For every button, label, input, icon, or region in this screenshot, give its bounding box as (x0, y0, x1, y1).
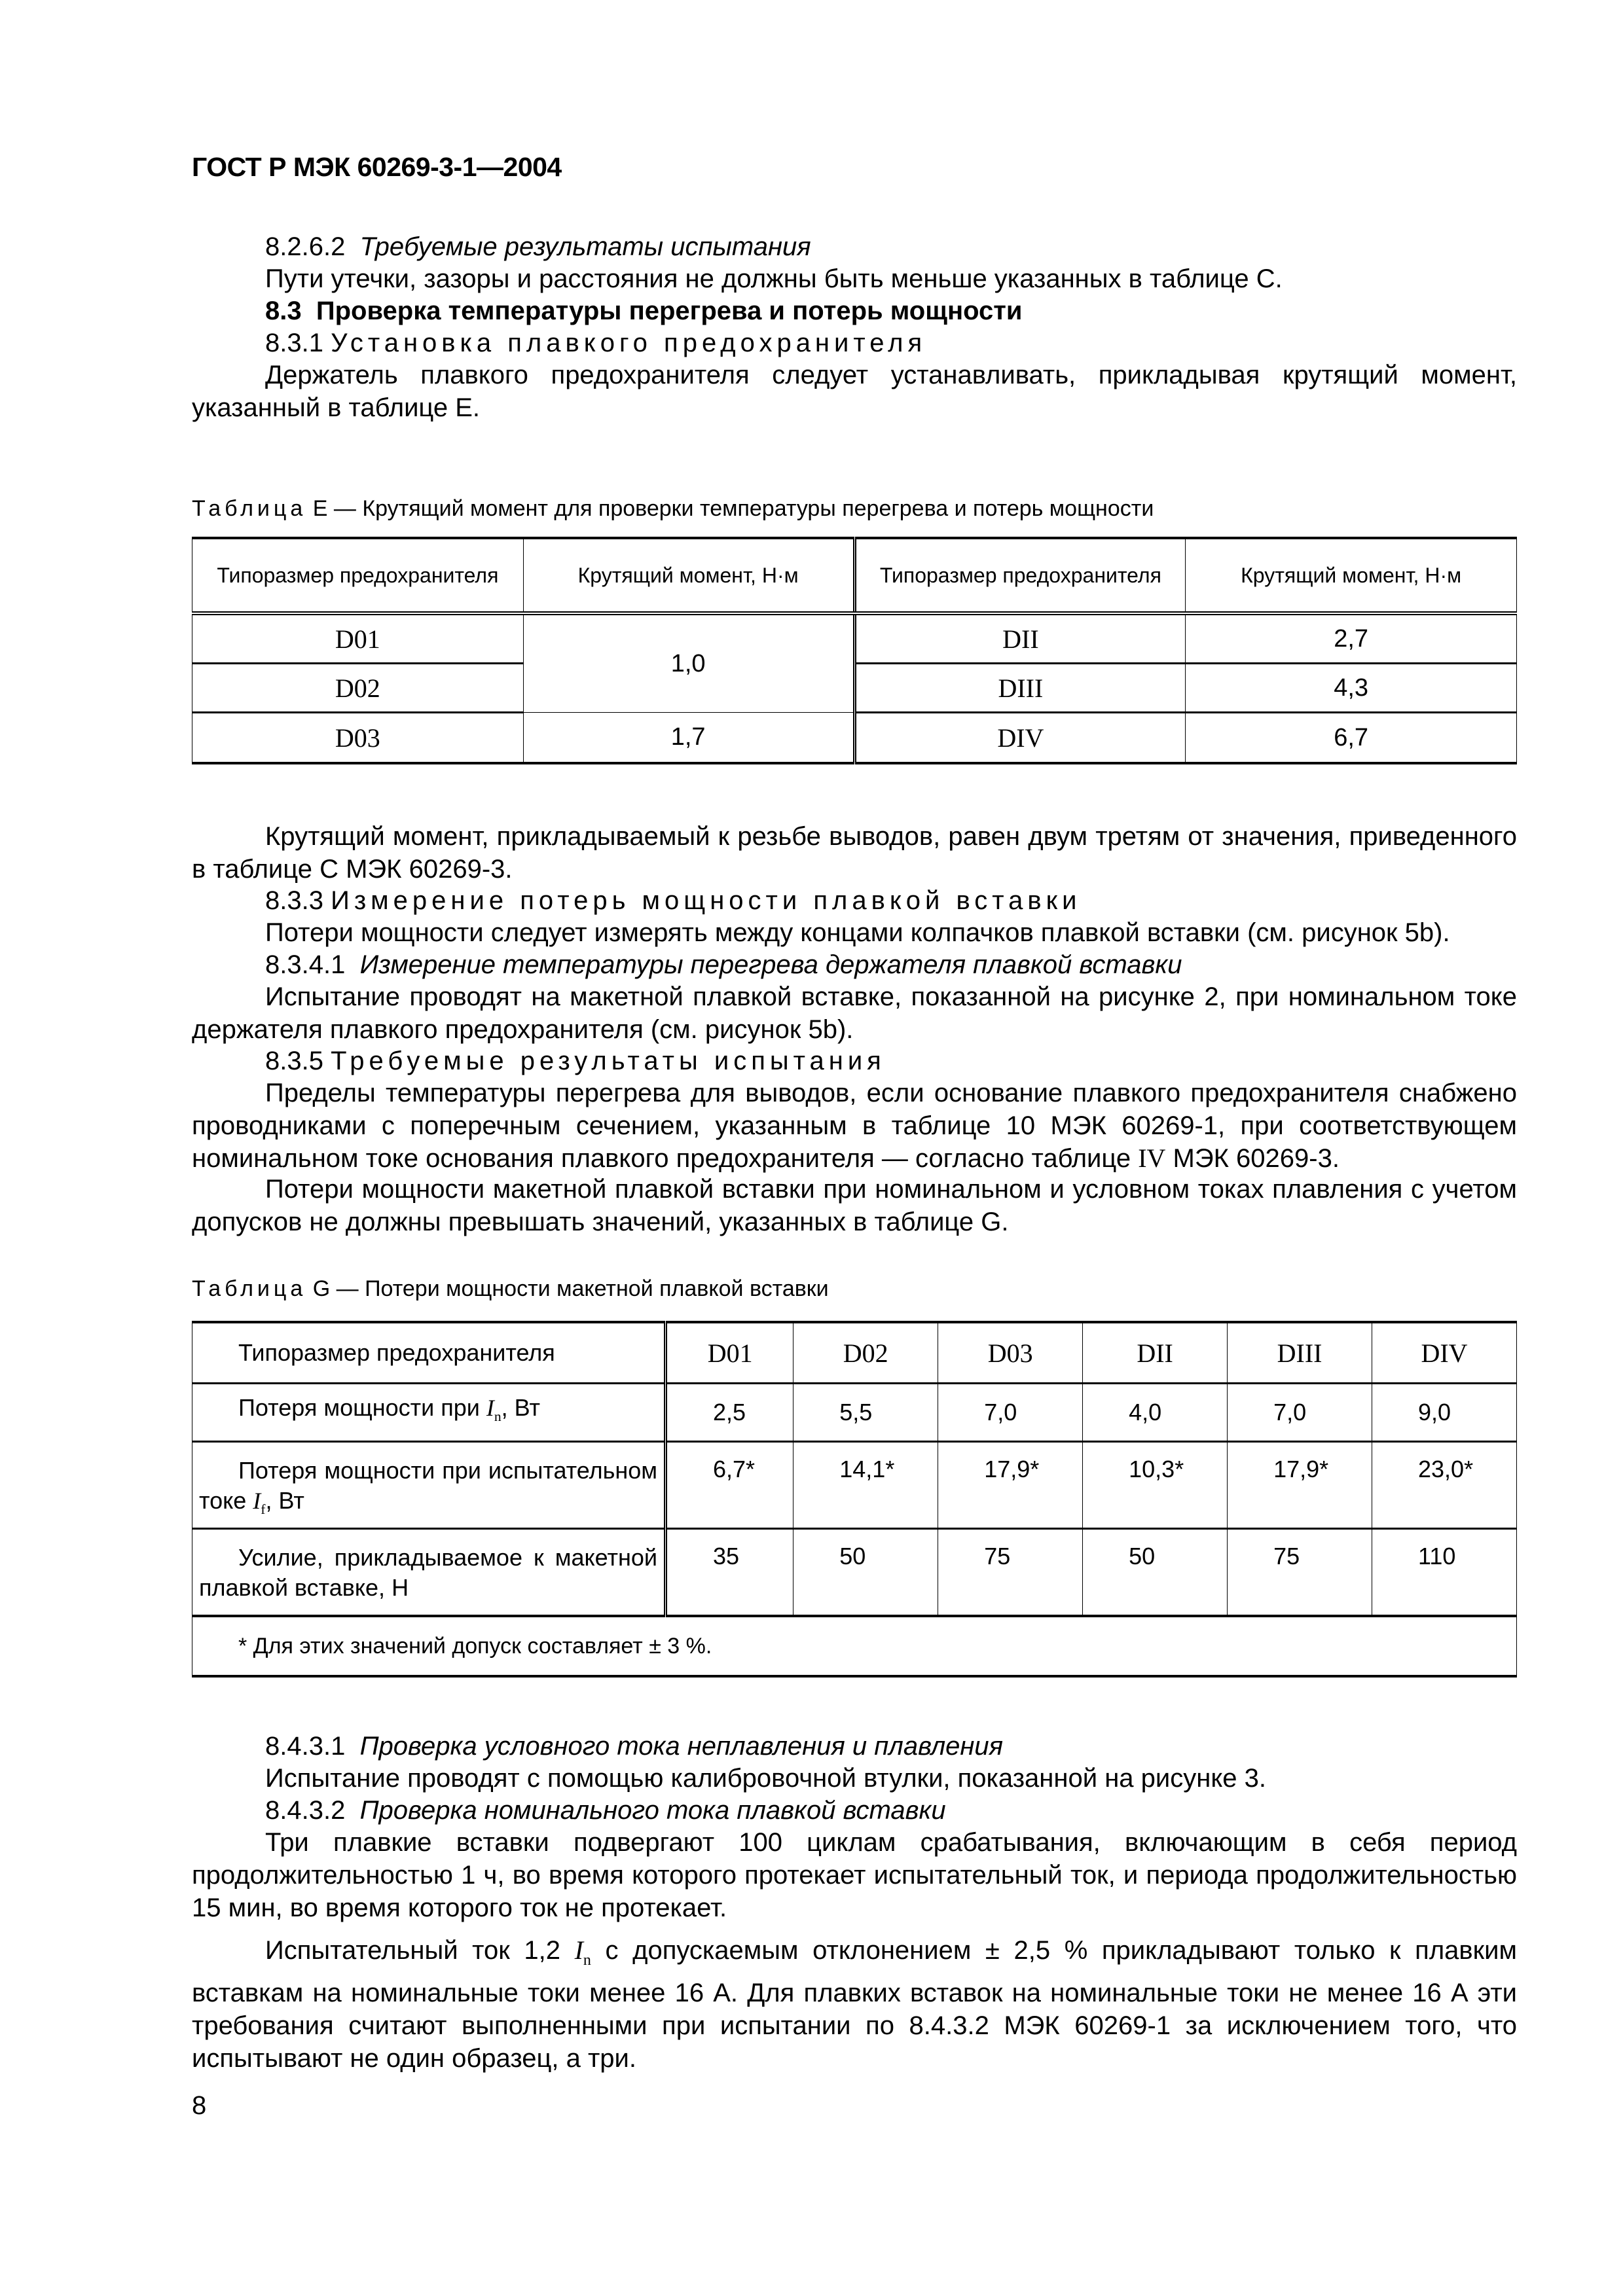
clause-number: 8.4.3.1 (265, 1732, 346, 1761)
value-cell: 14,1* (793, 1442, 938, 1529)
size-cell: DII (854, 613, 1186, 664)
symbol-If: $I_f$ (253, 1488, 266, 1518)
symbol-In: $I_n$ (486, 1395, 501, 1425)
clause-8-3-4-1-text: Испытание проводят на макетной плавкой вставке, показанной на рисунке 2, при номинальном токе держателя плавкого предохранителя (см. рисунок 5b). (192, 982, 1517, 1044)
value-cell: 4,0 (1083, 1384, 1228, 1442)
clause-8-4-3-1-text: Испытание проводят с помощью калибровочной втулки, показанной на рисунке 3. (265, 1764, 1266, 1793)
clause-title: Проверка номинального тока плавкой вставки (359, 1796, 946, 1825)
clause-8-3-1-text: Держатель плавкого предохранителя следует устанавливать, прикладывая крутящий момент, указанный в таблице Е. (192, 361, 1517, 422)
table-g (192, 1321, 1517, 1677)
value-cell: 75 (938, 1529, 1083, 1617)
value-cell: 75 (1228, 1529, 1372, 1617)
clause-title: Измерение температуры перегрева держателя плавкой вставки (359, 950, 1182, 979)
column-header: DII (1083, 1322, 1228, 1384)
clause-title: Требуемые результаты испытания (331, 1047, 886, 1075)
caption-text: Е — Крутящий момент для проверки температуры перегрева и потерь мощности (312, 496, 1154, 521)
column-header: D02 (793, 1322, 938, 1384)
label-text: Потеря мощности при испытательном токе (199, 1457, 657, 1514)
header-cell: Типоразмер предохранителя (854, 538, 1186, 613)
column-header: D03 (938, 1322, 1083, 1384)
roman-numeral: IV (1138, 1143, 1166, 1173)
clause-title: Требуемые результаты испытания (359, 232, 811, 261)
table-row (192, 664, 1517, 713)
table-row (192, 1529, 1517, 1617)
value-cell: 17,9* (1228, 1442, 1372, 1529)
section-title: Проверка температуры перегрева и потерь мощности (316, 296, 1023, 325)
torque-cell: 1,0 (523, 613, 854, 713)
table-g-caption (192, 1276, 829, 1302)
text-run: Пределы температуры перегрева для выводов, если основание плавкого предохранителя снабжено проводниками с поперечным сечением, указанным в таблице 10 МЭК 60269-1, при соответствующем номинальном токе основания плавкого предохранителя — согласно таблице (192, 1079, 1517, 1173)
value-cell: 9,0 (1372, 1384, 1517, 1442)
value-cell: 50 (1083, 1529, 1228, 1617)
value-cell: 7,0 (1228, 1384, 1372, 1442)
clause-number: 8.3.4.1 (265, 950, 346, 979)
value-cell: 50 (793, 1529, 938, 1617)
header-cell (192, 1322, 666, 1384)
clause-number: 8.3.1 (265, 329, 323, 357)
header-cell: Крутящий момент, Н·м (1186, 538, 1517, 613)
size-cell: DIII (854, 664, 1186, 713)
value-cell: 10,3* (1083, 1442, 1228, 1529)
clause-title: Проверка условного тока неплавления и плавления (359, 1732, 1004, 1761)
clause-8-3-1-heading (192, 327, 1517, 359)
section-number: 8.3 (265, 296, 302, 325)
clause-8-2-6-2-text: Пути утечки, зазоры и расстояния не должны быть меньше указанных в таблице С. (265, 264, 1283, 293)
clause-8-3-3-text: Потери мощности следует измерять между концами колпачков плавкой вставки (см. рисунок 5b). (265, 918, 1450, 947)
text-run: Испытательный ток 1,2 (265, 1936, 575, 1965)
clause-8-3-5-text-1 (192, 1077, 1517, 1175)
size-cell: D01 (192, 613, 524, 664)
clause-title: Установка плавкого предохранителя (331, 329, 927, 357)
size-cell: D03 (192, 713, 524, 764)
label-text: Потеря мощности при (238, 1394, 486, 1422)
column-header: D01 (666, 1322, 793, 1384)
clause-number: 8.3.3 (265, 886, 323, 915)
value-cell: 6,7* (666, 1442, 793, 1529)
page-number: 8 (192, 2091, 207, 2120)
text-run: с допускаемым отклонением ± 2,5 % прикладывают только к плавким вставкам на номинальные токи менее 16 А. Для плавких вставок на номинальные токи не менее 16 А эти требования считают выполненными при испытании по 8.4.3.2 МЭК 60269-1 за исключением того, что испытывают не один образец, а три. (192, 1936, 1517, 2073)
value-cell: 17,9* (938, 1442, 1083, 1529)
value-cell: 5,5 (793, 1384, 938, 1442)
clause-8-4-3-2-text-1: Три плавкие вставки подвергают 100 циклам срабатывания, включающим в себя период продолжительностью 1 ч, во время которого протекает испытательный ток, и периода продолжительностью 15 мин, во время которого ток не протекает. (192, 1828, 1517, 1922)
row-label (192, 1529, 666, 1617)
label-unit: , Вт (501, 1394, 540, 1422)
row-label (192, 1384, 666, 1442)
caption-label: Таблица (192, 496, 307, 521)
clause-8-3-5-heading (192, 1045, 1517, 1077)
header-cell: Типоразмер предохранителя (192, 538, 524, 613)
value-cell: 110 (1372, 1529, 1517, 1617)
header-label: Типоразмер предохранителя (238, 1339, 555, 1366)
clause-number: 8.2.6.2 (265, 232, 346, 261)
text-run: МЭК 60269-3. (1165, 1144, 1340, 1173)
table-header-row (192, 538, 1517, 613)
clause-8-4-3-2-text-2 (192, 1934, 1517, 2075)
value-cell: 2,5 (666, 1384, 793, 1442)
value-cell: 23,0* (1372, 1442, 1517, 1529)
row-label (192, 1442, 666, 1529)
caption-label: Таблица (192, 1276, 307, 1301)
value-cell: 35 (666, 1529, 793, 1617)
clause-8-3-3-heading (192, 884, 1517, 917)
running-title: ГОСТ Р МЭК 60269-3-1—2004 (192, 152, 562, 182)
clause-8-4-3-1-heading (192, 1730, 1517, 1763)
table-row (192, 613, 1517, 664)
size-cell: DIV (854, 713, 1186, 764)
value-cell: 7,0 (938, 1384, 1083, 1442)
table-row (192, 1384, 1517, 1442)
table-row (192, 1442, 1517, 1529)
caption-text: G — Потери мощности макетной плавкой вставки (312, 1276, 829, 1301)
column-header: DIII (1228, 1322, 1372, 1384)
column-header: DIV (1372, 1322, 1517, 1384)
table-e (192, 537, 1517, 764)
table-footnote-row (192, 1616, 1517, 1676)
table-header-row (192, 1322, 1517, 1384)
symbol-In: $I_n$ (574, 1935, 591, 1969)
torque-cell: 2,7 (1186, 613, 1517, 664)
clause-8-2-6-2-heading (192, 230, 1517, 263)
clause-8-3-4-1-heading (192, 948, 1517, 981)
clause-8-3-5-text-2: Потери мощности макетной плавкой вставки при номинальном и условном токах плавления с учетом допусков не должны превышать значений, указанных в таблице G. (192, 1175, 1517, 1236)
size-cell: D02 (192, 664, 524, 713)
torque-cell: 6,7 (1186, 713, 1517, 764)
label-unit: , Вт (265, 1487, 304, 1514)
label-text: Усилие, прикладываемое к макетной плавкой вставке, Н (199, 1544, 657, 1601)
clause-8-4-3-2-heading (192, 1794, 1517, 1827)
torque-cell: 4,3 (1186, 664, 1517, 713)
section-8-3-heading (192, 295, 1517, 327)
header-cell: Крутящий момент, Н·м (523, 538, 854, 613)
table-footnote: * Для этих значений допуск составляет ± 3 %. (192, 1616, 1517, 1676)
torque-note-text: Крутящий момент, прикладываемый к резьбе выводов, равен двум третям от значения, приведенного в таблице С МЭК 60269-3. (192, 822, 1517, 884)
table-e-caption (192, 496, 1154, 522)
clause-number: 8.3.5 (265, 1047, 323, 1075)
clause-title: Измерение потерь мощности плавкой вставки (331, 886, 1082, 915)
torque-cell: 1,7 (523, 713, 854, 764)
clause-number: 8.4.3.2 (265, 1796, 346, 1825)
table-row (192, 713, 1517, 764)
